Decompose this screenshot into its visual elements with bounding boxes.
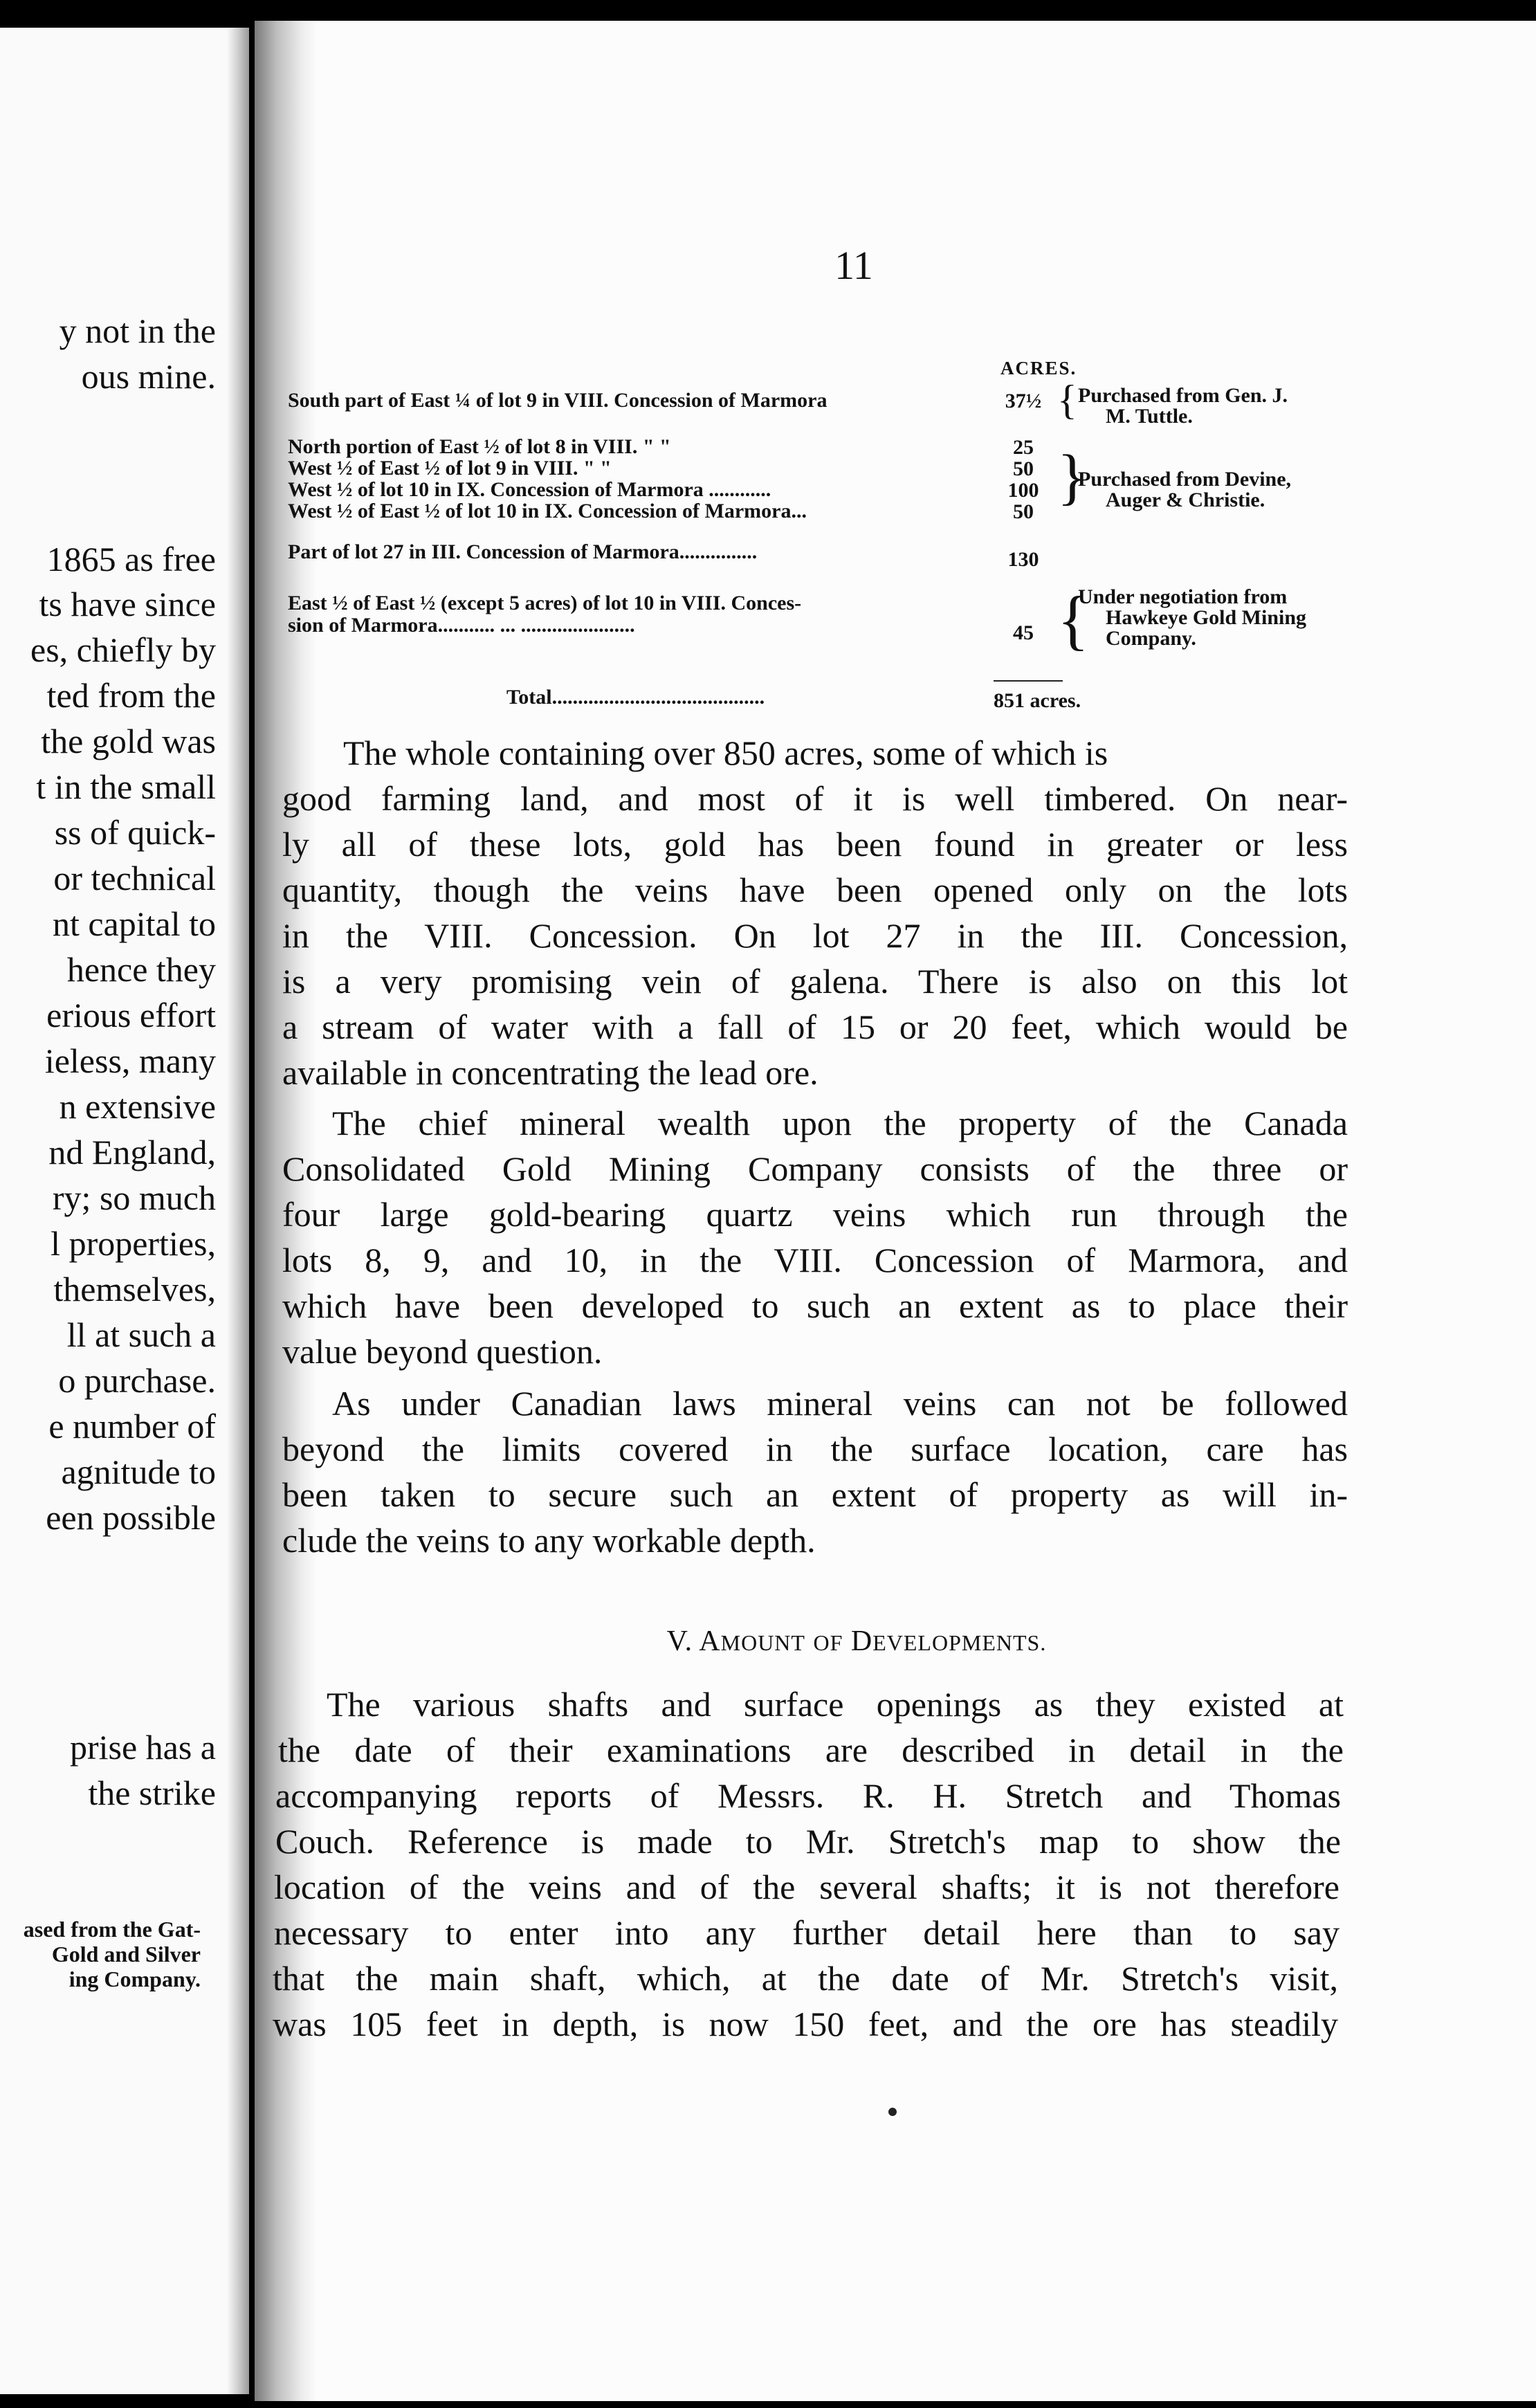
body-line: clude the veins to any workable depth.	[282, 1521, 816, 1560]
left-page-footnote-line: ing Company.	[68, 1967, 201, 1991]
table-row-description: Part of lot 27 in III. Concession of Marmora...............	[288, 540, 758, 563]
left-page-line: hence they	[66, 950, 216, 989]
book-spine-shadow	[227, 28, 249, 2394]
table-row-description: North portion of East ½ of lot 8 in VIII. " "	[288, 435, 671, 458]
heading-smallcaps: MOUNT	[720, 1630, 805, 1655]
body-line: Couch. Reference is made to Mr. Stretch's map to show the	[275, 1822, 1341, 1861]
left-page-line: n extensive	[59, 1087, 216, 1126]
table-row-acres: 50	[1013, 500, 1034, 523]
left-page-line: ieless, many	[44, 1041, 216, 1080]
table-note-line: M. Tuttle.	[1106, 405, 1193, 428]
table-row-description: East ½ of East ½ (except 5 acres) of lot 10 in VIII. Conces-	[288, 592, 802, 614]
table-row-description: sion of Marmora........... ... ......................	[288, 614, 635, 637]
total-value: 851 acres.	[994, 689, 1081, 712]
body-line: location of the veins and of the several shafts; it is not therefore	[274, 1868, 1340, 1906]
left-page-line: ous mine.	[81, 357, 216, 396]
body-line: a stream of water with a fall of 15 or 20 feet, which would be	[282, 1007, 1348, 1046]
page-number: 11	[834, 243, 873, 288]
section-heading	[255, 1625, 1459, 1658]
table-note-line: Auger & Christie.	[1106, 489, 1265, 511]
heading-initial: A	[699, 1625, 721, 1657]
body-line: Consolidated Gold Mining Company consists of the three or	[282, 1149, 1348, 1188]
body-line: is a very promising vein of galena. There is also on this lot	[282, 962, 1348, 1001]
body-line: the date of their examinations are described in detail in the	[278, 1731, 1344, 1769]
left-page-line: l properties,	[51, 1224, 216, 1263]
body-line: four large gold-bearing quartz veins which run through the	[282, 1195, 1348, 1234]
left-page-line: t in the small	[36, 767, 216, 806]
acres-column-header: ACRES.	[1000, 358, 1077, 378]
body-line: beyond the limits covered in the surface location, care has	[282, 1430, 1348, 1468]
left-page-line: ry; so much	[52, 1178, 216, 1217]
left-page-line: es, chiefly by	[30, 630, 216, 669]
left-page-line: the strike	[88, 1773, 216, 1812]
left-page-footnote-line: ased from the Gat-	[23, 1917, 201, 1942]
body-line: available in concentrating the lead ore.	[282, 1053, 819, 1092]
left-page-line: o purchase.	[58, 1361, 216, 1400]
table-row-acres: 25	[1013, 436, 1034, 459]
left-page-line: ts have since	[39, 585, 216, 623]
right-page	[255, 21, 1536, 2401]
table-note-line: Purchased from Devine,	[1078, 468, 1292, 491]
body-line: quantity, though the veins have been opened only on the lots	[282, 870, 1348, 909]
table-row-acres: 45	[1013, 621, 1034, 644]
table-row-acres: 100	[1007, 479, 1039, 502]
total-label: Total.........................................	[506, 686, 765, 709]
left-page-footnote-line: Gold and Silver	[51, 1942, 201, 1967]
left-page-line: prise has a	[69, 1728, 216, 1767]
body-line: value beyond question.	[282, 1332, 603, 1371]
body-line: accompanying reports of Messrs. R. H. Stretch and Thomas	[275, 1776, 1341, 1815]
table-row-acres: 50	[1013, 457, 1034, 480]
brace-glyph: {	[1057, 583, 1090, 657]
table-row-description: West ½ of lot 10 in IX. Concession of Marmora ............	[288, 478, 771, 501]
left-page-line: nd England,	[48, 1133, 216, 1171]
left-page-line: erious effort	[46, 996, 216, 1034]
left-page-line: themselves,	[53, 1270, 216, 1308]
table-note-line: Under negotiation from	[1078, 585, 1288, 608]
left-page-line: the gold was	[41, 722, 216, 760]
left-page-line: 1865 as free	[46, 540, 216, 578]
left-page-line: e number of	[48, 1407, 216, 1445]
heading-numeral: V.	[666, 1625, 693, 1657]
body-line: The whole containing over 850 acres, some of which is	[343, 733, 1108, 772]
body-line: As under Canadian laws mineral veins can not be followed	[332, 1384, 1348, 1423]
left-page-line: agnitude to	[61, 1452, 216, 1491]
heading-smallcaps: EVELOPMENTS.	[872, 1630, 1047, 1655]
print-speck	[888, 2108, 897, 2116]
body-line: in the VIII. Concession. On lot 27 in the III. Concession,	[282, 916, 1348, 955]
table-row-description: South part of East ¼ of lot 9 in VIII. Concession of Marmora	[288, 389, 828, 412]
left-page-line: y not in the	[59, 311, 216, 350]
body-line: good farming land, and most of it is well timbered. On near-	[282, 779, 1348, 818]
left-page-line: ss of quick-	[54, 813, 216, 852]
table-note-line: Company.	[1106, 627, 1196, 650]
table-row-description: West ½ of East ½ of lot 9 in VIII. " "	[288, 457, 612, 480]
body-line: lots 8, 9, and 10, in the VIII. Concession of Marmora, and	[282, 1241, 1348, 1279]
table-note-line: Hawkeye Gold Mining	[1106, 606, 1307, 629]
left-page-line: een possible	[46, 1498, 216, 1537]
body-line: The chief mineral wealth upon the property of the Canada	[332, 1104, 1348, 1142]
left-page-line: or technical	[53, 859, 216, 897]
heading-initial: D	[850, 1625, 873, 1657]
table-note-line: Purchased from Gen. J.	[1078, 384, 1288, 407]
body-line: which have been developed to such an extent as to place their	[282, 1286, 1348, 1325]
left-page-line: ll at such a	[66, 1315, 216, 1354]
body-line: The various shafts and surface openings as they existed at	[327, 1685, 1344, 1724]
table-row-acres: 130	[1007, 548, 1039, 571]
brace-glyph: {	[1057, 377, 1077, 423]
left-page-line: ted from the	[46, 676, 216, 715]
table-row-acres: 37½	[1005, 390, 1042, 412]
brace-glyph: }	[1057, 443, 1088, 511]
table-row-description: West ½ of East ½ of lot 10 in IX. Concession of Marmora...	[288, 500, 807, 522]
body-line: that the main shaft, which, at the date of Mr. Stretch's visit,	[273, 1959, 1338, 1998]
left-page-line: nt capital to	[52, 904, 216, 943]
body-line: been taken to secure such an extent of property as will in-	[282, 1475, 1348, 1514]
left-page	[0, 28, 249, 2394]
heading-smallcaps: OF	[813, 1630, 843, 1655]
total-rule	[994, 680, 1063, 682]
body-line: was 105 feet in depth, is now 150 feet, and the ore has steadily	[273, 2005, 1338, 2043]
body-line: necessary to enter into any further detail here than to say	[274, 1913, 1340, 1952]
body-line: ly all of these lots, gold has been found in greater or less	[282, 825, 1348, 864]
